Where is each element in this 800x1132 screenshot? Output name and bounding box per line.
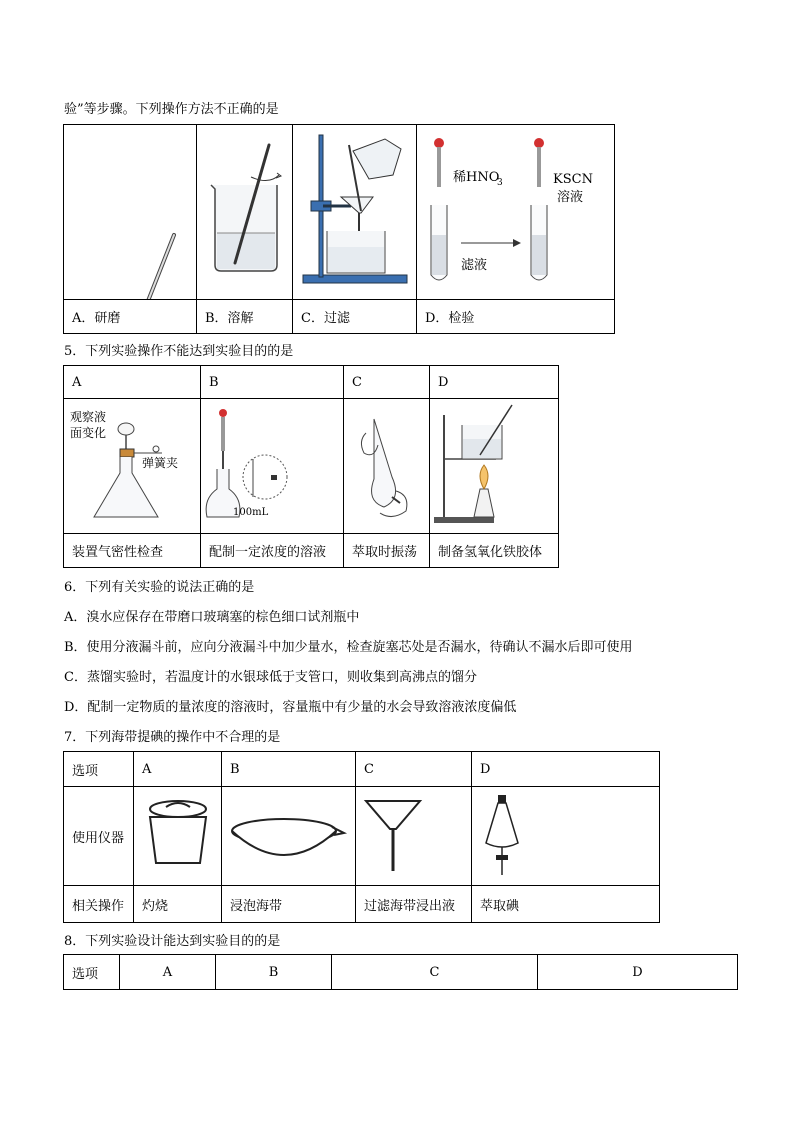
q7-operation-a: 灼烧 — [134, 886, 222, 923]
q4-option-d: D．检验 — [417, 300, 615, 334]
mortar-pestle-figure — [64, 125, 197, 299]
q5-table — [63, 365, 559, 568]
observe-label-2: 面变化 — [70, 426, 107, 440]
separatory-funnel-icon — [472, 787, 660, 885]
q4-intro: 验”等步骤。下列操作方法不正确的是 — [64, 102, 279, 117]
q7-instrument-d — [472, 787, 660, 886]
q7-header-b: B — [222, 752, 356, 787]
q7-header-d: D — [472, 752, 660, 787]
q8-stem: 8．下列实验设计能达到实验目的的是 — [64, 934, 281, 949]
filtrate-label: 滤液 — [461, 258, 488, 273]
q5-stem: 5．下列实验操作不能达到实验目的的是 — [64, 344, 294, 359]
q5-caption-d: 制备氢氧化铁胶体 — [430, 534, 559, 568]
kscn-label: KSCN — [553, 172, 593, 187]
q6-option-a: A．溴水应保存在带磨口玻璃塞的棕色细口试剂瓶中 — [64, 610, 360, 625]
volume-label: 100mL — [233, 507, 269, 518]
q7-instrument-a — [134, 787, 222, 886]
test-tube-figure — [417, 125, 615, 299]
q7-row-label-instrument: 使用仪器 — [64, 787, 134, 886]
q7-operation-d: 萃取碘 — [472, 886, 660, 923]
observe-label-1: 观察液 — [70, 410, 107, 424]
q6-option-d: D．配制一定物质的量浓度的溶液时，容量瓶中有少量的水会导致溶液浓度偏低 — [64, 700, 517, 715]
shaking-funnel-figure — [344, 399, 430, 533]
q4-figure-c — [293, 125, 417, 300]
kscn-solution-label: 溶液 — [557, 190, 584, 205]
clamp-label: 弹簧夹 — [142, 456, 179, 470]
q5-caption-c: 萃取时振荡 — [344, 534, 430, 568]
q4-figure-d — [417, 125, 615, 300]
q7-table — [63, 751, 660, 923]
q4-option-c: C．过滤 — [293, 300, 417, 334]
q8-table — [63, 954, 738, 990]
q5-header-d: D — [430, 366, 559, 399]
q7-instrument-b — [222, 787, 356, 886]
evaporating-dish-icon — [222, 787, 356, 885]
q6-option-b: B．使用分液漏斗前，应向分液漏斗中加少量水，检查旋塞芯处是否漏水，待确认不漏水后即可使用 — [64, 640, 633, 655]
crucible-icon — [134, 787, 222, 885]
q8-header-c: C — [332, 955, 538, 990]
q7-operation-b: 浸泡海带 — [222, 886, 356, 923]
q7-row-label-operation: 相关操作 — [64, 886, 134, 923]
q8-header-d: D — [538, 955, 738, 990]
q4-option-b: B．溶解 — [197, 300, 293, 334]
q5-figure-d — [430, 399, 559, 534]
q4-figure-a — [64, 125, 197, 300]
q8-row-label-option: 选项 — [64, 955, 120, 990]
hno3-subscript: 3 — [497, 178, 503, 188]
volumetric-flask-figure — [201, 399, 344, 533]
q8-header-a: A — [120, 955, 216, 990]
q6-option-c: C．蒸馏实验时，若温度计的水银球低于支管口，则收集到高沸点的馏分 — [64, 670, 477, 685]
q7-stem: 7．下列海带提碘的操作中不合理的是 — [64, 730, 281, 745]
q5-caption-b: 配制一定浓度的溶液 — [201, 534, 344, 568]
funnel-icon — [356, 787, 472, 885]
q8-header-b: B — [216, 955, 332, 990]
filtration-figure — [293, 125, 417, 299]
beaker-stirring-figure — [197, 125, 293, 299]
colloid-prep-figure — [430, 399, 559, 533]
q7-header-c: C — [356, 752, 472, 787]
q5-caption-a: 装置气密性检查 — [64, 534, 201, 568]
q7-header-a: A — [134, 752, 222, 787]
q5-figure-a — [64, 399, 201, 534]
airtightness-figure — [64, 399, 201, 533]
hno3-label: 稀HNO — [453, 170, 500, 185]
q5-figure-b — [201, 399, 344, 534]
q5-figure-c — [344, 399, 430, 534]
q5-header-a: A — [64, 366, 201, 399]
q7-instrument-c — [356, 787, 472, 886]
q7-row-label-option: 选项 — [64, 752, 134, 787]
q5-header-c: C — [344, 366, 430, 399]
q7-operation-c: 过滤海带浸出液 — [356, 886, 472, 923]
q4-figure-b — [197, 125, 293, 300]
q4-table — [63, 124, 615, 334]
q4-option-a: A．研磨 — [64, 300, 197, 334]
q5-header-b: B — [201, 366, 344, 399]
q6-stem: 6．下列有关实验的说法正确的是 — [64, 580, 255, 595]
